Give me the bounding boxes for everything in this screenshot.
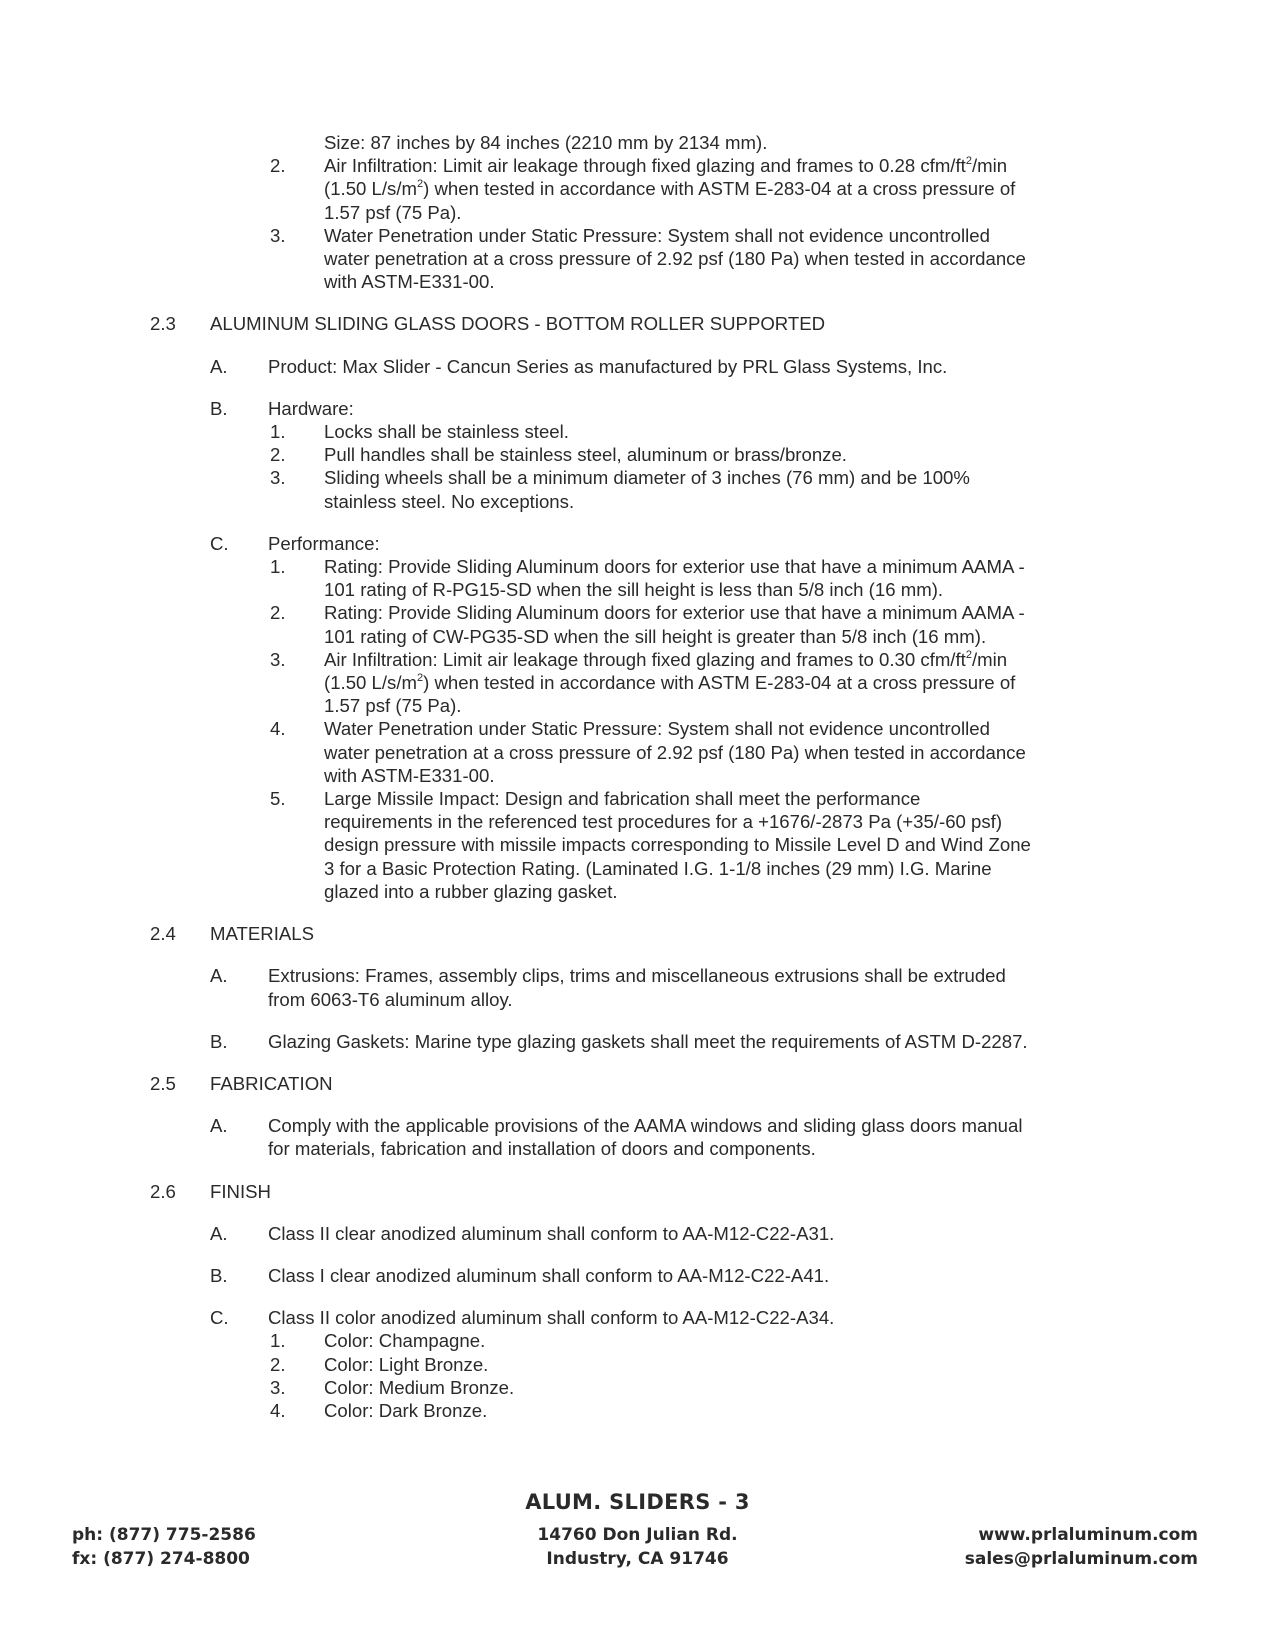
text-line: Water Penetration under Static Pressure: System shall not evidence uncontrolled	[324, 224, 990, 246]
list-item	[150, 1376, 1130, 1399]
section-heading-2-4	[150, 922, 1130, 945]
section-number: 2.3	[150, 313, 176, 335]
item-number: 3.	[270, 467, 286, 489]
item-text: Pull handles shall be stainless steel, aluminum or brass/bronze.	[324, 444, 847, 466]
paragraph-letter: B.	[210, 1264, 228, 1286]
item-number: 2.	[270, 155, 286, 177]
list-item	[150, 648, 1130, 718]
item-text	[324, 648, 1130, 718]
list-item	[150, 717, 1130, 787]
text-line: Extrusions: Frames, assembly clips, trims and miscellaneous extrusions shall be extruded	[268, 965, 1006, 987]
item-number: 5.	[270, 788, 286, 810]
list-item	[150, 1353, 1130, 1376]
item-text	[324, 601, 1130, 647]
list-item	[150, 154, 1130, 224]
text-line: 1.57 psf (75 Pa).	[324, 695, 462, 717]
list-item	[150, 466, 1130, 512]
list-item	[150, 601, 1130, 647]
section-heading-2-3	[150, 312, 1130, 335]
item-number: 1.	[270, 1330, 286, 1352]
item-text: Color: Dark Bronze.	[324, 1399, 488, 1421]
fax-number: fx: (877) 274-8800	[72, 1549, 250, 1569]
text-line: Rating: Provide Sliding Aluminum doors for exterior use that have a minimum AAMA -	[324, 556, 1025, 578]
website-link[interactable]: www.prlaluminum.com	[978, 1525, 1198, 1545]
paragraph-text: Class II color anodized aluminum shall conform to AA-M12-C22-A34.	[268, 1307, 835, 1329]
paragraph-text: Glazing Gaskets: Marine type glazing gaskets shall meet the requirements of ASTM D-2287.	[268, 1030, 1028, 1052]
section-heading-2-5	[150, 1072, 1130, 1095]
spec-content	[150, 131, 1130, 1422]
paragraph-letter: B.	[210, 397, 228, 419]
item-text: Color: Light Bronze.	[324, 1353, 489, 1375]
page-footer-title: ALUM. SLIDERS - 3	[525, 1490, 750, 1514]
text-line: Comply with the applicable provisions of the AAMA windows and sliding glass doors manual	[268, 1115, 1023, 1137]
paragraph-c	[150, 1306, 1130, 1329]
paragraph-a	[150, 355, 1130, 378]
item-text	[324, 154, 1130, 224]
list-item	[150, 224, 1130, 294]
list-item	[150, 1329, 1130, 1352]
item-number: 3.	[270, 224, 286, 246]
paragraph-text: Product: Max Slider - Cancun Series as manufactured by PRL Glass Systems, Inc.	[268, 355, 948, 377]
paragraph-text: Hardware:	[268, 397, 354, 419]
text-line: for materials, fabrication and installation of doors and components.	[268, 1138, 816, 1160]
item-text	[324, 224, 1130, 294]
item-text: Color: Medium Bronze.	[324, 1376, 515, 1398]
paragraph-letter: C.	[210, 532, 229, 554]
footer-web	[965, 1523, 1198, 1571]
text-line: (1.50 $L/s/m^2$) when tested in accordance with ASTM E-283-04 at a cross pressure of	[324, 671, 1016, 694]
text-line: requirements in the referenced test procedures for a +1676/-2873 Pa (+35/-60 psf)	[324, 811, 1003, 833]
text-line: Sliding wheels shall be a minimum diameter of 3 inches (76 mm) and be 100%	[324, 467, 970, 489]
text-line: water penetration at a cross pressure of 2.92 psf (180 Pa) when tested in accordance	[324, 248, 1026, 270]
text-line: stainless steel. No exceptions.	[324, 490, 575, 512]
text-line: 1.57 psf (75 Pa).	[324, 201, 462, 223]
text-line: glazed into a rubber glazing gasket.	[324, 880, 618, 902]
item-number: 4.	[270, 1399, 286, 1421]
paragraph-text	[268, 1114, 1130, 1160]
section-title: MATERIALS	[210, 923, 315, 945]
size-text: Size: 87 inches by 84 inches (2210 mm by 2134 mm).	[324, 132, 768, 153]
item-text	[324, 555, 1130, 601]
list-item	[150, 420, 1130, 443]
text-line: 101 rating of CW-PG35-SD when the sill height is greater than 5/8 inch (16 mm).	[324, 625, 987, 647]
phone-number: ph: (877) 775-2586	[72, 1525, 256, 1545]
text-line: Water Penetration under Static Pressure: System shall not evidence uncontrolled	[324, 718, 990, 740]
text-line: from 6063-T6 aluminum alloy.	[268, 988, 513, 1010]
paragraph-text: Class I clear anodized aluminum shall conform to AA-M12-C22-A41.	[268, 1264, 830, 1286]
email-link[interactable]: sales@prlaluminum.com	[964, 1549, 1198, 1569]
section-title: FINISH	[210, 1180, 271, 1202]
paragraph-b	[150, 397, 1130, 420]
list-item	[150, 443, 1130, 466]
paragraph-b	[150, 1264, 1130, 1287]
item-number: 1.	[270, 556, 286, 578]
list-item	[150, 555, 1130, 601]
text-line: with ASTM-E331-00.	[324, 764, 495, 786]
paragraph-text	[268, 964, 1130, 1010]
list-item	[150, 787, 1130, 903]
item-text	[324, 717, 1130, 787]
text-line: 3 for a Basic Protection Rating. (Laminated I.G. 1-1/8 inches (29 mm) I.G. Marine	[324, 857, 992, 879]
paragraph-letter: A.	[210, 1222, 228, 1244]
paragraph-b	[150, 1030, 1130, 1053]
text-line: (1.50 $L/s/m^2$) when tested in accordance with ASTM E-283-04 at a cross pressure of	[324, 178, 1016, 200]
item-number: 2.	[270, 602, 286, 624]
item-number: 1.	[270, 421, 286, 443]
item-text: Color: Champagne.	[324, 1330, 486, 1352]
item-text	[324, 787, 1130, 903]
section-number: 2.6	[150, 1180, 176, 1202]
item-number: 3.	[270, 648, 286, 670]
section-heading-2-6	[150, 1180, 1130, 1203]
street-address: 14760 Don Julian Rd.	[537, 1525, 738, 1545]
text-line: Rating: Provide Sliding Aluminum doors for exterior use that have a minimum AAMA -	[324, 602, 1025, 624]
paragraph-c	[150, 532, 1130, 555]
text-line: Air Infiltration: Limit air leakage through fixed glazing and frames to 0.28 cfm/$ft^2/\min$	[324, 155, 1008, 177]
text-line: Large Missile Impact: Design and fabrication shall meet the performance	[324, 788, 921, 810]
section-title: FABRICATION	[210, 1072, 333, 1094]
section-number: 2.5	[150, 1072, 176, 1094]
paragraph-letter: B.	[210, 1030, 228, 1052]
item-text: Locks shall be stainless steel.	[324, 421, 569, 443]
item-number: 4.	[270, 718, 286, 740]
paragraph-text: Class II clear anodized aluminum shall conform to AA-M12-C22-A31.	[268, 1222, 835, 1244]
paragraph-a	[150, 1222, 1130, 1245]
text-line: Air Infiltration: Limit air leakage through fixed glazing and frames to 0.30 cfm/$ft^2/\min$	[324, 648, 1008, 670]
item-number: 3.	[270, 1376, 286, 1398]
paragraph-letter: A.	[210, 1115, 228, 1137]
paragraph-a	[150, 964, 1130, 1010]
item-number: 2.	[270, 1353, 286, 1375]
text-line: 101 rating of R-PG15-SD when the sill height is less than 5/8 inch (16 mm).	[324, 579, 944, 601]
list-item	[150, 1399, 1130, 1422]
text-line: water penetration at a cross pressure of 2.92 psf (180 Pa) when tested in accordance	[324, 741, 1026, 763]
paragraph-letter: C.	[210, 1307, 229, 1329]
city-address: Industry, CA 91746	[546, 1549, 729, 1569]
paragraph-a	[150, 1114, 1130, 1160]
paragraph-text: Performance:	[268, 532, 380, 554]
section-title: ALUMINUM SLIDING GLASS DOORS - BOTTOM ROLLER SUPPORTED	[210, 313, 826, 335]
item-text	[324, 466, 1130, 512]
text-line: with ASTM-E331-00.	[324, 271, 495, 293]
continuation-size-line	[150, 131, 1130, 154]
paragraph-letter: A.	[210, 965, 228, 987]
section-number: 2.4	[150, 923, 176, 945]
item-number: 2.	[270, 444, 286, 466]
paragraph-letter: A.	[210, 355, 228, 377]
text-line: design pressure with missile impacts corresponding to Missile Level D and Wind Zone	[324, 834, 1031, 856]
